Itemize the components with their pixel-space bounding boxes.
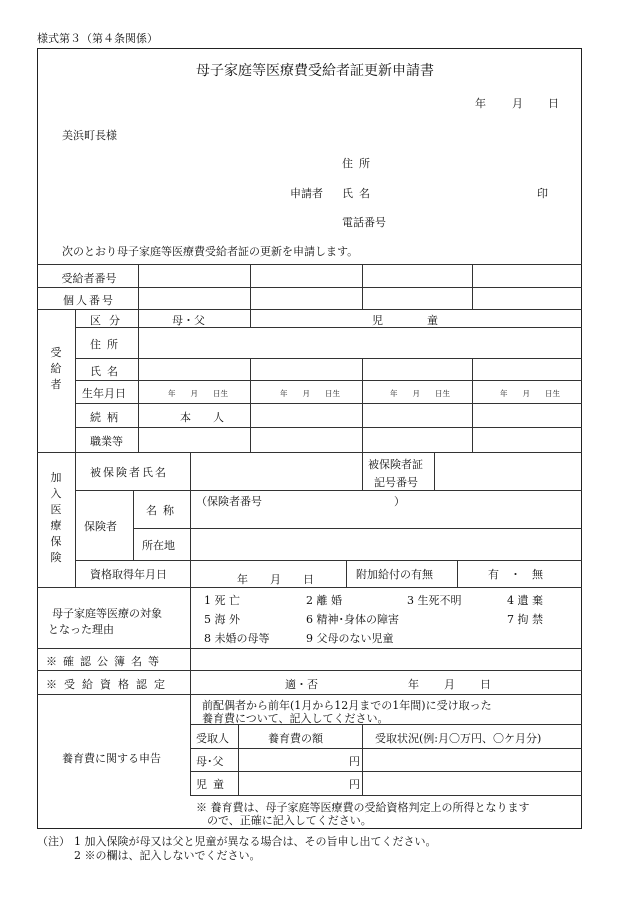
individual-number-label: 個人番号 [63, 294, 115, 307]
rule [190, 490, 191, 560]
insured-name-label: 被保険者氏名 [90, 466, 168, 479]
recipient-side-label: 受 給 者 [50, 346, 62, 391]
reason-item: 9 父母のない児童 [306, 632, 394, 645]
rule [138, 264, 139, 452]
birthdate-label: 生年月日 [82, 387, 126, 400]
division-label: 区分 [90, 314, 128, 327]
rule [75, 490, 582, 491]
rule [133, 528, 582, 529]
card-symbol-label: 被保険者証 [368, 458, 423, 471]
rule [37, 670, 582, 671]
birth-cell: 年 月 日生 [390, 389, 450, 398]
rule [362, 264, 363, 309]
location-label: 所在地 [142, 539, 175, 552]
insurer-label: 保険者 [84, 520, 117, 533]
eligibility-month: 月 [444, 678, 455, 691]
rule [190, 795, 582, 796]
qualification-date-label: 資格取得年月日 [90, 568, 167, 581]
reason-item: 6 精神･身体の障害 [306, 613, 399, 626]
reason-item: 1 死 亡 [204, 594, 240, 607]
support-intro-2: 養育費について、記入してください。 [202, 712, 389, 725]
rule [37, 309, 582, 310]
rule [37, 648, 582, 649]
rule [190, 771, 582, 772]
applicant-phone-label: 電話番号 [342, 216, 386, 229]
qualification-date-value: 年 月 日 [237, 573, 314, 586]
eligibility-day: 日 [480, 678, 491, 691]
confirm-registry-label: ※確認公簿名等 [46, 655, 165, 668]
row-parent: 母･父 [196, 755, 224, 768]
rule [75, 560, 582, 561]
rule [472, 264, 473, 309]
rule [362, 724, 363, 795]
rule [75, 380, 582, 381]
footnote-1: 1 加入保険が母又は父と児童が異なる場合は、その旨申し出てください。 [74, 835, 437, 848]
rule [238, 724, 239, 795]
rule [37, 452, 582, 453]
rule [190, 587, 191, 694]
rule [362, 358, 363, 452]
rule [75, 403, 582, 404]
footnote-label: （注） [37, 835, 70, 848]
address-label: 住所 [90, 338, 124, 351]
recipient-number-label: 受給者番号 [61, 272, 117, 285]
reason-label-1: 母子家庭等医療の対象 [52, 607, 162, 620]
col-status: 受取状況(例:月〇万円、〇ケ月分) [375, 732, 542, 745]
row-child: 児童 [196, 778, 230, 791]
form-title: 母子家庭等医療費受給者証更新申請書 [196, 63, 434, 79]
support-note-2: ので、正確に記入してください。 [196, 814, 372, 827]
relation-label: 続柄 [90, 411, 124, 424]
support-intro-1: 前配偶者から前年(1月から12月までの1年間)に受け取った [202, 699, 492, 712]
date-month: 月 [512, 97, 523, 110]
birth-cell: 年 月 日生 [280, 389, 340, 398]
reason-label-2: となった理由 [48, 623, 114, 636]
child-label: 児 童 [372, 314, 438, 327]
intro-text: 次のとおり母子家庭等医療費受給者証の更新を申請します。 [62, 245, 359, 258]
card-number-label: 記号番号 [374, 476, 418, 489]
birth-cell: 年 月 日生 [500, 389, 560, 398]
rule [37, 587, 582, 588]
rule [434, 452, 435, 490]
insurer-number: （保険者番号 ） [196, 495, 405, 508]
birth-cell: 年 月 日生 [168, 389, 228, 398]
date-year: 年 [475, 97, 486, 110]
applicant-address-label: 住所 [342, 157, 376, 170]
rule [190, 560, 191, 587]
date-day: 日 [548, 97, 559, 110]
supplementary-value: 有 ・ 無 [488, 568, 543, 581]
self-label: 本 人 [180, 411, 224, 424]
rule [250, 358, 251, 452]
col-receiver: 受取人 [196, 732, 229, 745]
rule [190, 748, 582, 749]
reason-item: 4 遺 棄 [507, 594, 543, 607]
reason-item: 7 拘 禁 [507, 613, 543, 626]
seal-mark: 印 [537, 187, 548, 200]
rule [37, 694, 582, 695]
rule [250, 264, 251, 327]
rule [190, 694, 191, 795]
support-note-1: ※ 養育費は、母子家庭等医療費の受給資格判定上の所得となります [196, 801, 530, 814]
occupation-label: 職業等 [90, 435, 123, 448]
rule [75, 358, 582, 359]
reason-item: 2 離 婚 [306, 594, 342, 607]
rule [75, 327, 582, 328]
rule [37, 287, 582, 288]
name-label: 氏名 [90, 365, 124, 378]
insurer-name-label: 名称 [146, 504, 180, 517]
col-amount: 養育費の額 [268, 732, 323, 745]
insurance-side-label: 加 入 医 療 保 険 [50, 471, 62, 564]
applicant-label: 申請者 [290, 187, 323, 200]
yen-child: 円 [349, 778, 360, 791]
applicant-name-label: 氏名 [342, 187, 376, 200]
reason-item: 5 海 外 [204, 613, 240, 626]
yen-parent: 円 [349, 755, 360, 768]
rule [75, 309, 76, 587]
rule [37, 264, 582, 265]
rule [133, 490, 134, 560]
reason-item: 8 未婚の母等 [204, 632, 270, 645]
eligibility-value: 適・否 [285, 678, 318, 691]
reason-item: 3 生死不明 [407, 594, 462, 607]
support-label: 養育費に関する申告 [62, 752, 161, 765]
rule [346, 560, 347, 587]
form-number: 様式第３（第４条関係） [37, 32, 158, 45]
rule [457, 560, 458, 587]
footnote-2: 2 ※の欄は、記入しないでください。 [74, 849, 261, 862]
rule [472, 358, 473, 452]
rule [75, 427, 582, 428]
recipient-title: 美浜町長様 [62, 129, 117, 142]
eligibility-year: 年 [408, 678, 419, 691]
supplementary-label: 附加給付の有無 [356, 568, 433, 581]
rule [362, 452, 363, 490]
mother-father-label: 母・父 [172, 314, 205, 327]
eligibility-label: ※受給資格認定 [46, 678, 172, 691]
rule [190, 452, 191, 490]
